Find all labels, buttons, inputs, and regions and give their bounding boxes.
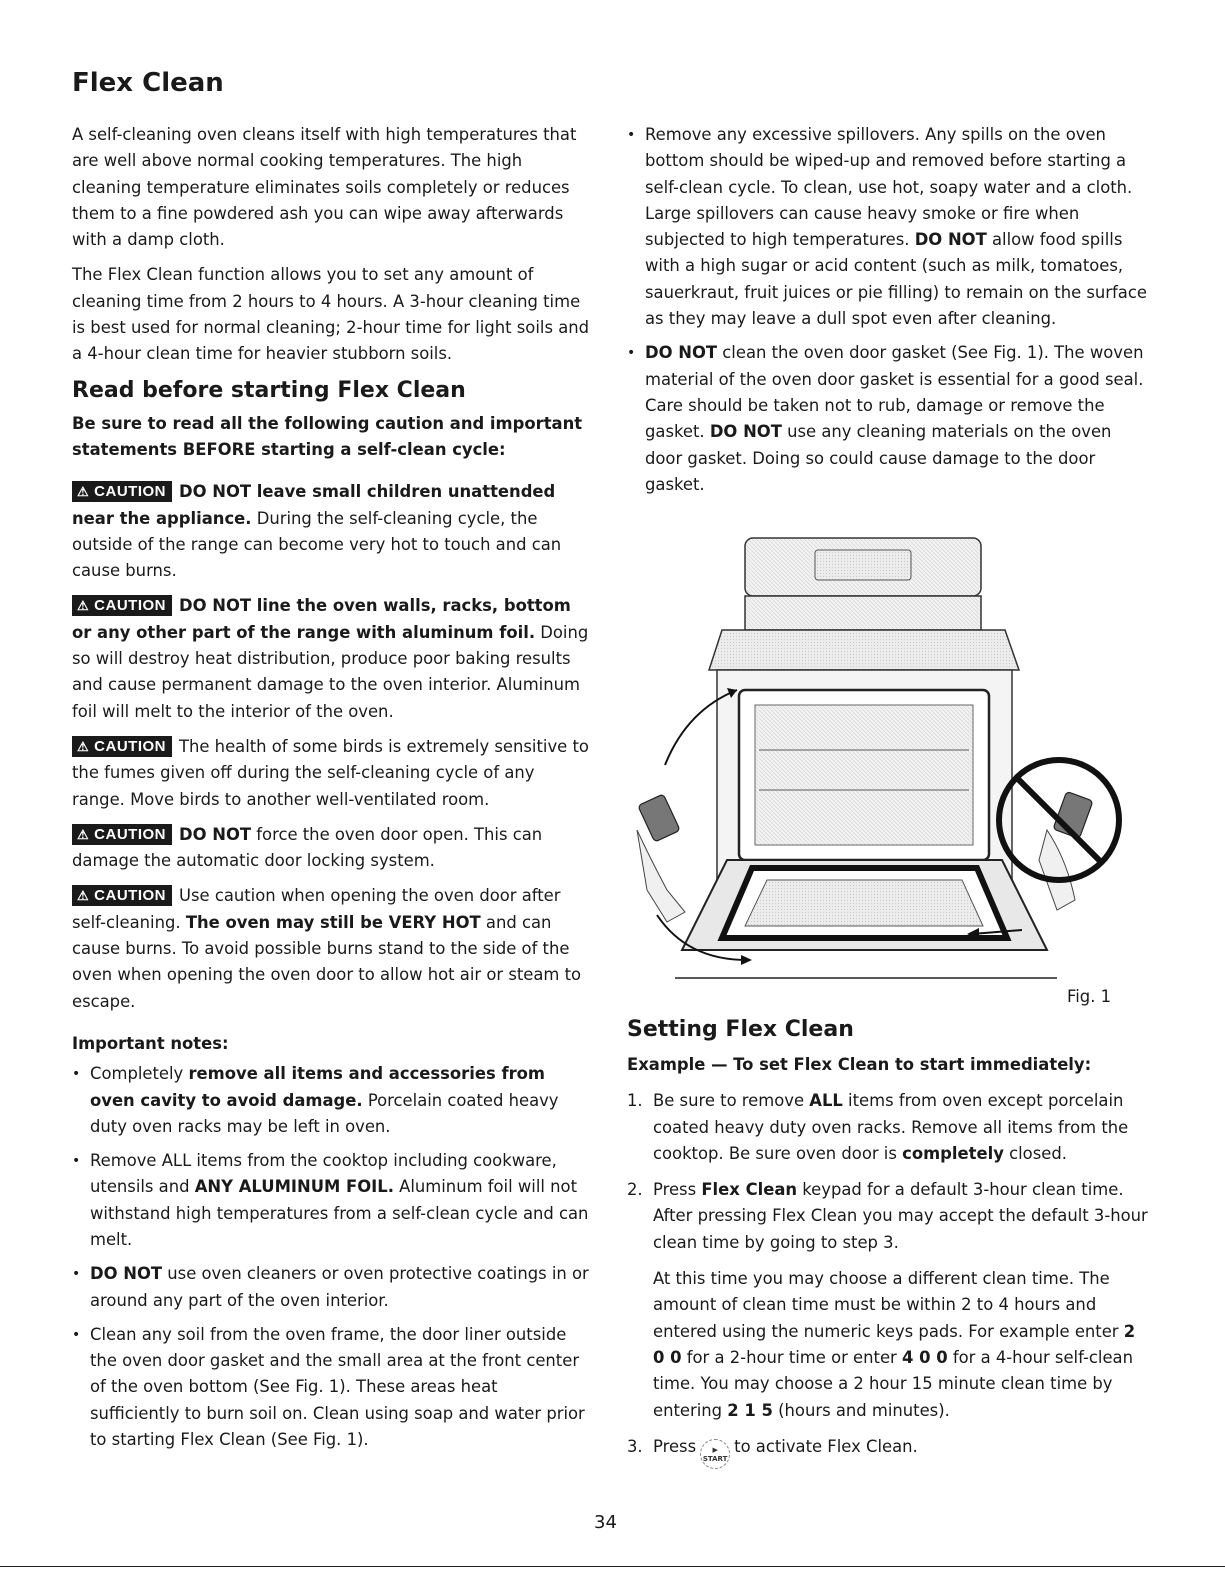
caution-badge: ⚠ CAUTION xyxy=(72,481,172,502)
steps-list xyxy=(627,1088,1152,1469)
prohibited-icon xyxy=(999,760,1119,910)
caution-badge: ⚠ CAUTION xyxy=(72,824,172,845)
setting-heading: Setting Flex Clean xyxy=(627,1017,854,1042)
oven-figure xyxy=(627,530,1152,1018)
left-column xyxy=(72,122,592,1461)
list-item: • Remove any excessive spillovers. Any spills on the oven bottom should be wiped-up and removed before starting a self-clean cycle. To clean, use hot, soapy water and a cloth. Large spillovers can cause heavy smoke or fire when subjected to high temperatures. DO NOT allow food spills with a high sugar or acid content (such as milk, tomatoes, sauerkraut, fruit juices or pie filling) to remain on the surface as they may leave a dull spot even after cleaning. xyxy=(627,122,1152,332)
warning-triangle-icon: ⚠ xyxy=(77,598,90,614)
caution-4: ⚠ CAUTION DO NOT force the oven door open. This can damage the automatic door locking system. xyxy=(72,824,543,871)
caution-badge: ⚠ CAUTION xyxy=(72,595,172,616)
important-notes-list xyxy=(72,1061,592,1453)
important-notes-list-continued xyxy=(627,122,1152,498)
figure-caption: Fig. 1 xyxy=(1067,987,1112,1006)
step-2: 2. Press Flex Clean keypad for a default 3-hour clean time. After pressing Flex Clean you may accept the default 3-hour clean time by going to step 3. At this time you may choose a different clean time. The amount of clean time must be within 2 to 4 hours and entered using the numeric keys pads. For example enter 2 0 0 for a 2-hour time or enter 4 0 0 for a 4-hour self-clean time. You may choose a 2 hour 15 minute clean time by entering 2 1 5 (hours and minutes). xyxy=(627,1177,1152,1424)
page-number: 34 xyxy=(594,1512,617,1533)
list-item: • DO NOT use oven cleaners or oven protective coatings in or around any part of the oven interior. xyxy=(72,1261,592,1314)
intro-paragraph-2: The Flex Clean function allows you to set any amount of cleaning time from 2 hours to 4 hours. A 3-hour cleaning time is best used for normal cleaning; 2-hour time for light soils and a 4-hour clean time for heavier stubborn soils. xyxy=(72,265,590,364)
list-item: • Clean any soil from the oven frame, the door liner outside the oven door gasket and the small area at the front center of the oven bottom (See Fig. 1). These areas heat sufficiently to burn soil on. Clean using soap and water prior to starting Flex Clean (See Fig. 1). xyxy=(72,1322,592,1453)
caution-badge: ⚠ CAUTION xyxy=(72,885,172,906)
hand-sponge-icon xyxy=(637,794,685,922)
bottom-divider xyxy=(0,1566,1225,1567)
caution-badge: ⚠ CAUTION xyxy=(72,736,172,757)
step-1: 1. Be sure to remove ALL items from oven except porcelain coated heavy duty oven racks. Remove all items from the cooktop. Be sure oven door is completely closed. xyxy=(627,1091,1129,1163)
list-item: • Completely remove all items and accessories from oven cavity to avoid damage. Porcelain coated heavy duty oven racks may be left in oven. xyxy=(72,1061,592,1140)
read-before-heading: Read before starting Flex Clean xyxy=(72,377,466,403)
setting-section xyxy=(627,1016,1152,1479)
caution-5: ⚠ CAUTION Use caution when opening the oven door after self-cleaning. The oven may still be VERY HOT and can cause burns. To avoid possible burns stand to the side of the oven when opening the oven door to allow hot air or steam to escape. xyxy=(72,886,582,1011)
step-3: 3. Press ▶ STARTto activate Flex Clean. xyxy=(627,1434,1152,1469)
warning-triangle-icon: ⚠ xyxy=(77,738,90,754)
right-column xyxy=(627,122,1152,506)
warning-triangle-icon: ⚠ xyxy=(77,826,90,842)
important-notes-heading: Important notes: xyxy=(72,1033,229,1053)
step-2-detail: At this time you may choose a different clean time. The amount of clean time must be within 2 to 4 hours and entered using the numeric keys pads. For example enter 2 0 0 for a 2-hour time or enter 4 0 0 for a 4-hour self-clean time. You may choose a 2 hour 15 minute clean time by entering 2 1 5 (hours and minutes). xyxy=(653,1269,1136,1420)
page-title: Flex Clean xyxy=(72,68,224,98)
oven-illustration xyxy=(627,530,1152,990)
caution-2: ⚠ CAUTION DO NOT line the oven walls, racks, bottom or any other part of the range with aluminum foil. Doing so will destroy heat distribution, produce poor baking results and cause permanent damage to the oven interior. Aluminum foil will melt to the interior of the oven. xyxy=(72,596,589,721)
start-key-icon: ▶ START xyxy=(700,1439,730,1469)
caution-1: ⚠ CAUTION DO NOT leave small children unattended near the appliance. During the self-cleaning cycle, the outside of the range can become very hot to touch and can cause burns. xyxy=(72,482,562,581)
caution-3: ⚠ CAUTION The health of some birds is extremely sensitive to the fumes given off during the self-cleaning cycle of any range. Move birds to another well-ventilated room. xyxy=(72,736,589,809)
intro-paragraph-1: A self-cleaning oven cleans itself with high temperatures that are well above normal cooking temperatures. The high cleaning temperature eliminates soils completely or reduces them to a fine powdered ash you can wipe away afterwards with a damp cloth. xyxy=(72,125,577,250)
read-before-lead: Be sure to read all the following caution and important statements BEFORE starting a self-clean cycle: xyxy=(72,413,583,459)
warning-triangle-icon: ⚠ xyxy=(77,484,90,500)
warning-triangle-icon: ⚠ xyxy=(77,888,90,904)
list-item: • Remove ALL items from the cooktop including cookware, utensils and ANY ALUMINUM FOIL. Aluminum foil will not withstand high temperatures from a self-clean cycle and can melt. xyxy=(72,1148,592,1253)
list-item: • DO NOT clean the oven door gasket (See Fig. 1). The woven material of the oven door gasket is essential for a good seal. Care should be taken not to rub, damage or remove the gasket. DO NOT use any cleaning materials on the oven door gasket. Doing so could cause damage to the door gasket. xyxy=(627,340,1152,498)
example-heading: Example — To set Flex Clean to start immediately: xyxy=(627,1055,1092,1074)
